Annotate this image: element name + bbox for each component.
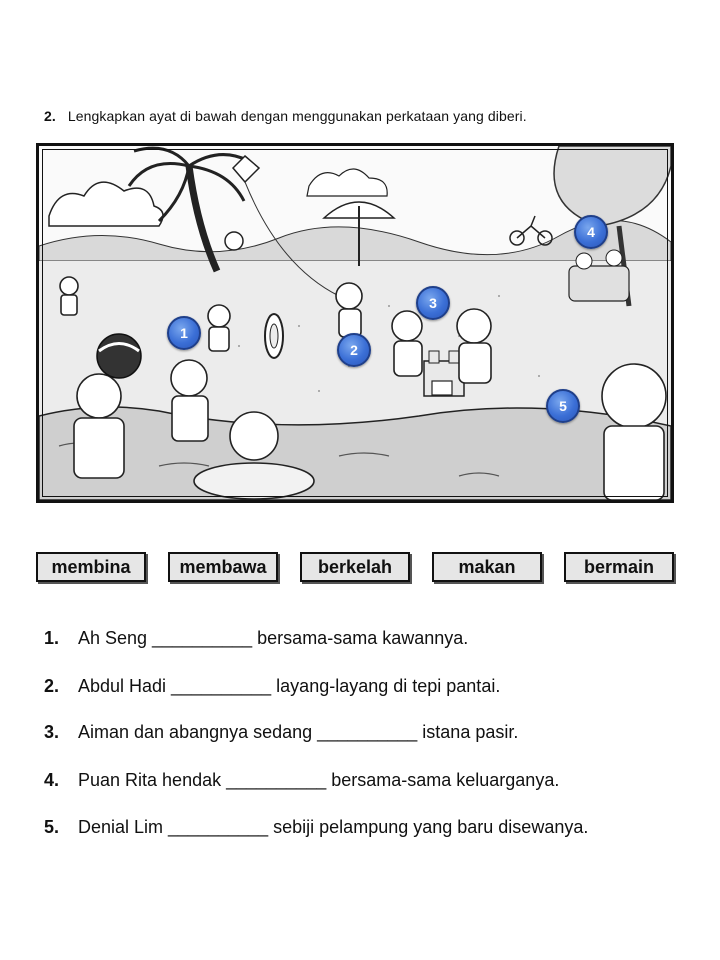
word-berkelah: berkelah (300, 552, 410, 582)
marker-1: 1 (167, 316, 201, 350)
marker-5: 5 (546, 389, 580, 423)
word-bermain: bermain (564, 552, 674, 582)
sentence-1 (44, 628, 468, 649)
sentence-number: 4. (44, 770, 60, 790)
sentence-text: Ah Seng __________ bersama-sama kawannya. (78, 628, 469, 648)
sentence-2 (44, 676, 500, 697)
marker-2: 2 (337, 333, 371, 367)
sentence-text: Abdul Hadi __________ layang-layang di tepi pantai. (78, 676, 501, 696)
beach-ball-small (225, 232, 243, 250)
marker-3: 3 (416, 286, 450, 320)
sentence-number: 1. (44, 628, 60, 648)
sentence-number: 3. (44, 722, 60, 742)
beach-scene-illustration (36, 143, 674, 503)
sentence-5 (44, 817, 588, 838)
sentence-text: Aiman dan abangnya sedang __________ istana pasir. (78, 722, 519, 742)
instruction-number: 2. (44, 108, 56, 124)
sentence-number: 5. (44, 817, 60, 837)
sentence-text: Denial Lim __________ sebiji pelampung yang baru disewanya. (78, 817, 589, 837)
beach-ball-large (97, 334, 141, 378)
word-membina: membina (36, 552, 146, 582)
word-makan: makan (432, 552, 542, 582)
instruction-text: Lengkapkan ayat di bawah dengan menggunakan perkataan yang diberi. (67, 108, 527, 124)
marker-4: 4 (574, 215, 608, 249)
sentence-number: 2. (44, 676, 60, 696)
word-bank (36, 552, 676, 586)
sentence-3 (44, 722, 518, 743)
word-membawa: membawa (168, 552, 278, 582)
sentence-text: Puan Rita hendak __________ bersama-sama keluarganya. (78, 770, 560, 790)
beach-scene-drawing (39, 146, 671, 500)
sentence-4 (44, 770, 559, 791)
instruction (44, 108, 527, 124)
picnic-group (569, 266, 629, 301)
